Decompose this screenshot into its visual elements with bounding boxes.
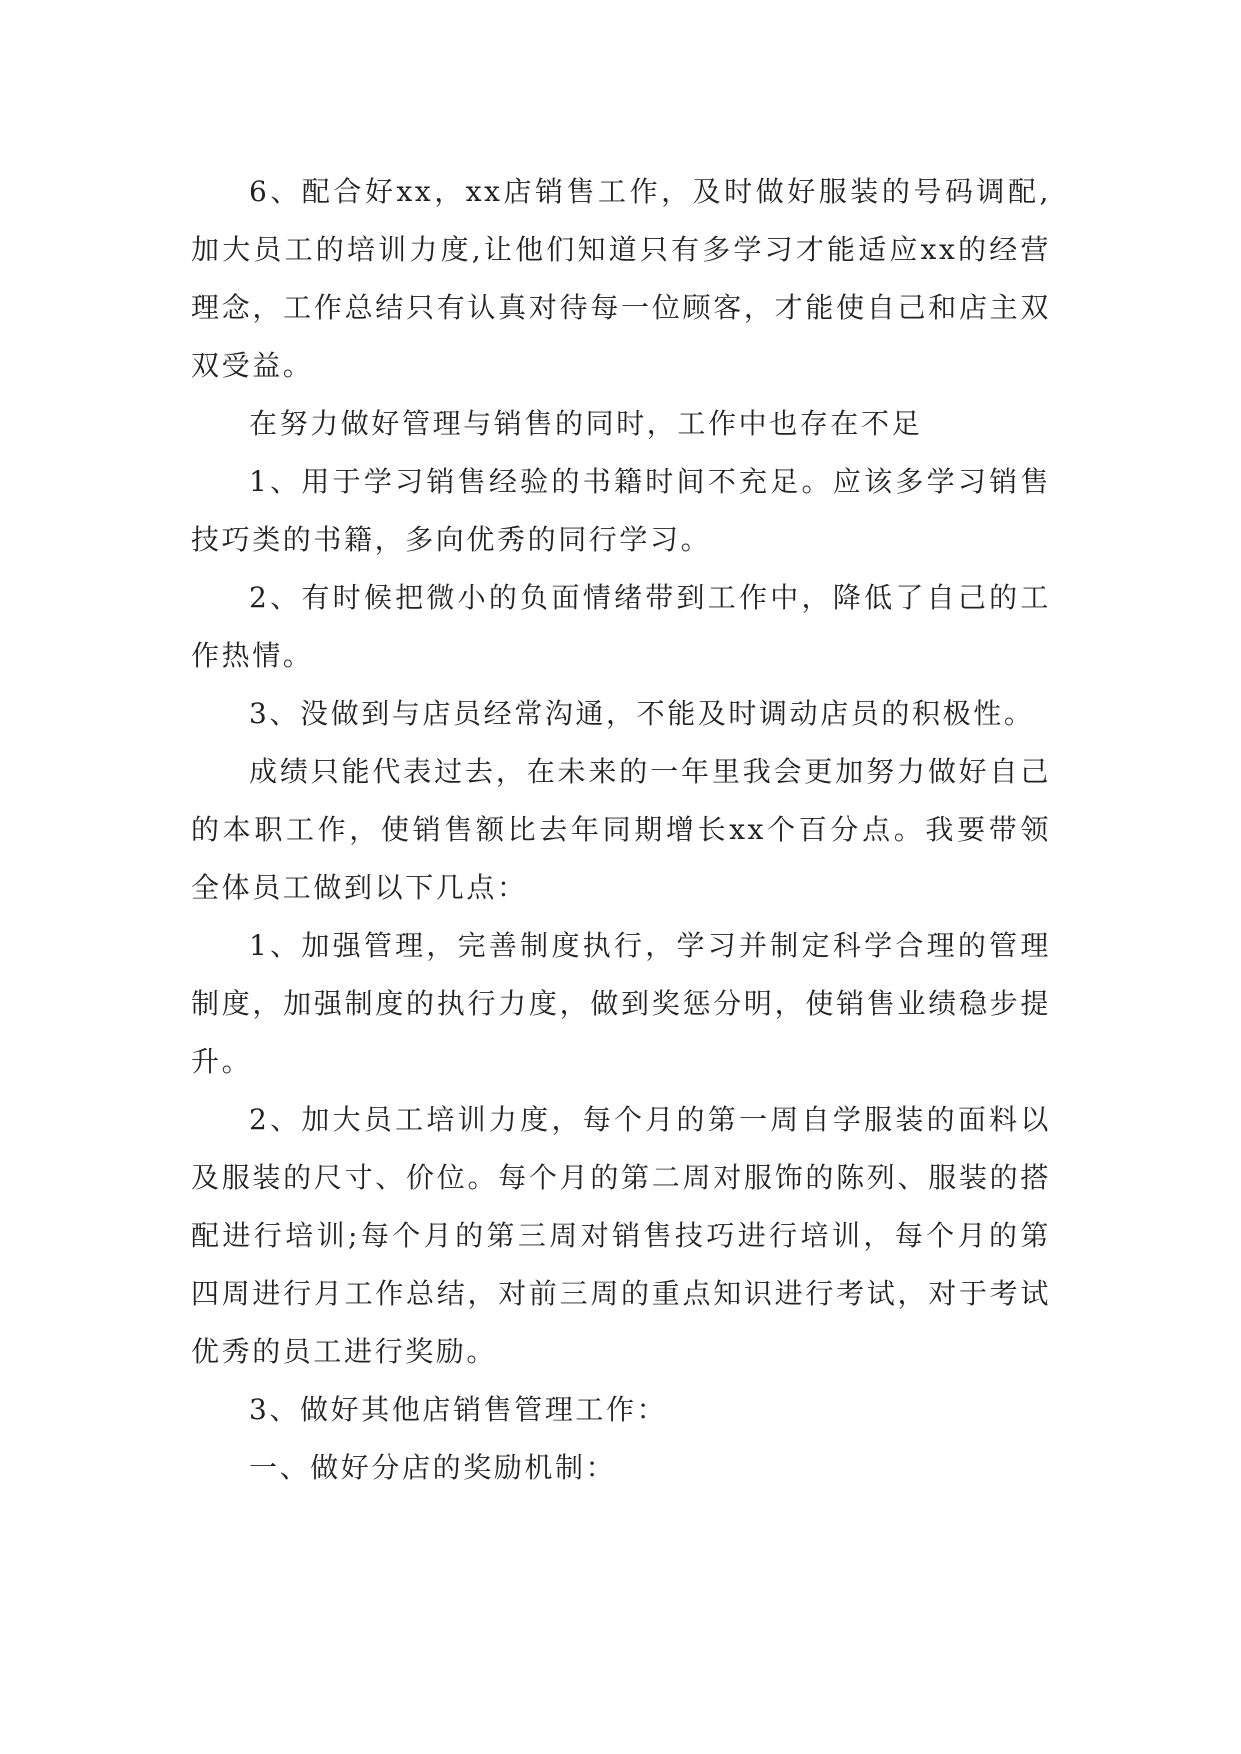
paragraph-shortcomings-intro: 在努力做好管理与销售的同时，工作中也存在不足: [249, 407, 923, 440]
paragraph-plan-3: 3、做好其他店销售管理工作：: [249, 1393, 668, 1426]
paragraph-shortcoming-3: 3、没做到与店员经常沟通，不能及时调动店员的积极性。: [249, 697, 1035, 730]
paragraph-shortcoming-1: 1、用于学习销售经验的书籍时间不充足。应该多学习销售技巧类的书籍，多向优秀的同行学习。: [191, 465, 1051, 556]
paragraph-shortcoming-2: 2、有时候把微小的负面情绪带到工作中，降低了自己的工作热情。: [191, 581, 1051, 672]
paragraph-reward-mechanism: 一、做好分店的奖励机制：: [249, 1451, 617, 1484]
paragraph-future-goals: 成绩只能代表过去，在未来的一年里我会更加努力做好自己的本职工作，使销售额比去年同期增长xx个百分点。我要带领全体员工做到以下几点：: [191, 755, 1051, 904]
paragraph-plan-2: 2、加大员工培训力度，每个月的第一周自学服装的面料以及服装的尺寸、价位。每个月的第二周对服饰的陈列、服装的搭配进行培训;每个月的第三周对销售技巧进行培训，每个月的第四周进行月工作总结，对前三周的重点知识进行考试，对于考试优秀的员工进行奖励。: [191, 1103, 1051, 1368]
paragraph-plan-1: 1、加强管理，完善制度执行，学习并制定科学合理的管理制度，加强制度的执行力度，做到奖惩分明，使销售业绩稳步提升。: [191, 929, 1051, 1078]
paragraph-coordinate-stores: 6、配合好xx，xx店销售工作，及时做好服装的号码调配,加大员工的培训力度,让他们知道只有多学习才能适应xx的经营理念，工作总结只有认真对待每一位顾客，才能使自己和店主双双受益。: [191, 175, 1051, 382]
document-page: [191, 163, 1051, 1497]
